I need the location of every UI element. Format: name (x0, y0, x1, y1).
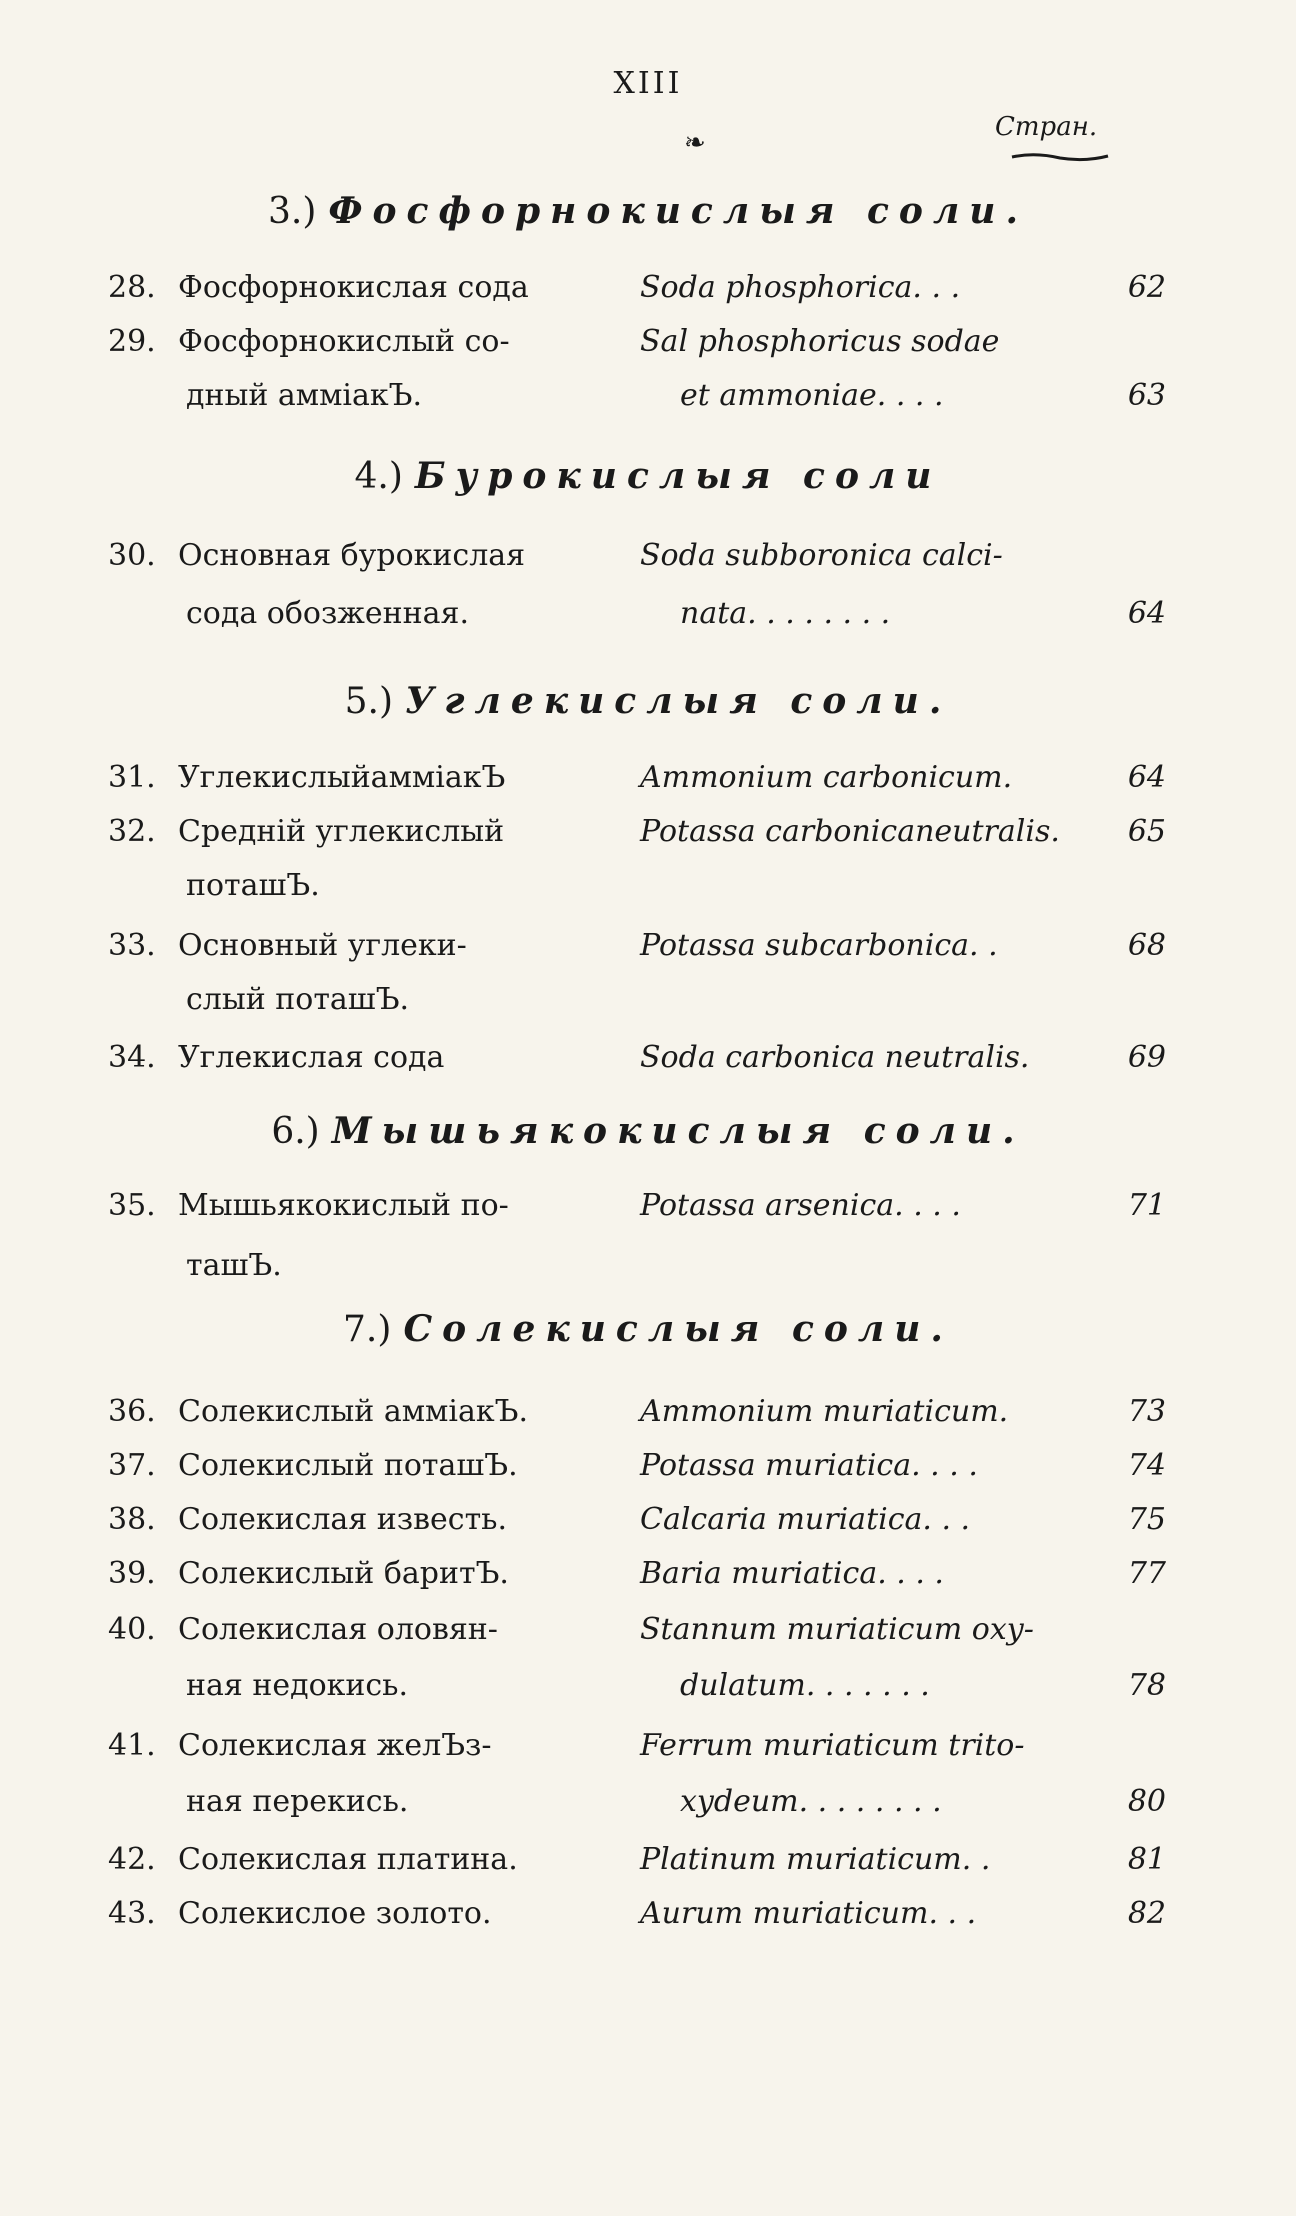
entry-russian-cont: слый поташЪ. (186, 982, 410, 1017)
entry-row (0, 1180, 1296, 1232)
entry-page: 73 (1127, 1394, 1166, 1429)
entry-row-continued (0, 974, 1296, 1026)
section-title: Фосфорнокислыя соли. (328, 190, 1028, 232)
entry-latin: Sal phosphoricus sodae (640, 324, 1000, 359)
entry-page: 64 (1127, 760, 1166, 795)
section-number: 5.) (344, 681, 394, 722)
entry-latin: Calcaria muriatica. . . (640, 1502, 971, 1537)
entry-number: 28. (108, 270, 156, 305)
column-heading: Стран. (995, 112, 1098, 142)
heading-flourish-icon (1010, 152, 1110, 162)
page-number: XIII (613, 66, 683, 101)
entry-page: 62 (1127, 270, 1166, 305)
section-heading (0, 190, 1296, 232)
entry-latin: Stannum muriaticum oxy- (640, 1612, 1034, 1647)
entry-number: 30. (108, 538, 156, 573)
entry-latin: Ammonium muriaticum. (640, 1394, 1009, 1429)
section-heading (0, 455, 1296, 497)
entry-russian: Солекислое золото. (178, 1896, 492, 1931)
section-title: Мышьякокислыя соли. (331, 1110, 1025, 1152)
entry-row-continued (0, 860, 1296, 912)
entry-number: 36. (108, 1394, 156, 1429)
entry-page: 81 (1127, 1842, 1166, 1877)
entry-russian: УглекислыйамміакЪ (178, 760, 506, 795)
entry-latin: Potassa muriatica. . . . (640, 1448, 978, 1483)
entry-row (0, 806, 1296, 858)
entry-number: 41. (108, 1728, 156, 1763)
entry-russian: Солекислый баритЪ. (178, 1556, 509, 1591)
entry-row (0, 1888, 1296, 1940)
entry-row-continued (0, 588, 1296, 640)
entry-row (0, 262, 1296, 314)
section-title: Углекислыя соли. (405, 680, 952, 722)
entry-latin: Soda subboronica calci- (640, 538, 1003, 573)
entry-latin-cont: et ammoniae. . . . (680, 378, 944, 413)
entry-russian-cont: ная перекись. (186, 1784, 409, 1819)
entry-row-continued (0, 1660, 1296, 1712)
entry-row (0, 1834, 1296, 1886)
entry-number: 38. (108, 1502, 156, 1537)
entry-page: 80 (1127, 1784, 1166, 1819)
entry-row (0, 752, 1296, 804)
section-heading (0, 1110, 1296, 1152)
entry-page: 64 (1127, 596, 1166, 631)
entry-row (0, 1720, 1296, 1772)
entry-russian-cont: дный амміакЪ. (186, 378, 423, 413)
entry-row (0, 1386, 1296, 1438)
entry-russian: Солекислая известь. (178, 1502, 508, 1537)
entry-number: 39. (108, 1556, 156, 1591)
entry-row-continued (0, 1240, 1296, 1292)
entry-row (0, 316, 1296, 368)
section-number: 6.) (271, 1111, 320, 1152)
entry-row (0, 1494, 1296, 1546)
entry-row (0, 1032, 1296, 1084)
section-number: 7.) (343, 1309, 392, 1350)
entry-number: 42. (108, 1842, 156, 1877)
entry-latin-cont: xydeum. . . . . . . . (680, 1784, 942, 1819)
section-heading (0, 680, 1296, 722)
entry-page: 65 (1127, 814, 1166, 849)
entry-row-continued (0, 1776, 1296, 1828)
entry-latin-cont: dulatum. . . . . . . (680, 1668, 930, 1703)
entry-russian-cont: ная недокись. (186, 1668, 409, 1703)
entry-russian: Основный углеки- (178, 928, 467, 963)
entry-latin: Potassa carbonicaneutralis. (640, 814, 1060, 849)
entry-russian: Средній углекислый (178, 814, 505, 849)
entry-latin: Aurum muriaticum. . . (640, 1896, 977, 1931)
entry-row (0, 920, 1296, 972)
entry-latin: Platinum muriaticum. . (640, 1842, 991, 1877)
section-number: 3.) (267, 191, 317, 232)
entry-russian: Фосфорнокислый со- (178, 324, 510, 359)
entry-page: 75 (1127, 1502, 1166, 1537)
entry-page: 77 (1127, 1556, 1166, 1591)
entry-number: 34. (108, 1040, 156, 1075)
section-title: Солекислыя соли. (403, 1308, 953, 1350)
entry-russian-cont: сода обозженная. (186, 596, 469, 631)
entry-russian: Солекислая платина. (178, 1842, 518, 1877)
entry-latin: Soda carbonica neutralis. (640, 1040, 1030, 1075)
section-number: 4.) (354, 456, 403, 497)
entry-latin: Ammonium carbonicum. (640, 760, 1013, 795)
entry-page: 74 (1127, 1448, 1166, 1483)
entry-number: 29. (108, 324, 156, 359)
entry-row (0, 530, 1296, 582)
entry-russian-cont: поташЪ. (186, 868, 320, 903)
entry-russian: Мышьякокислый по- (178, 1188, 509, 1223)
entry-page: 71 (1127, 1188, 1166, 1223)
entry-page: 78 (1127, 1668, 1166, 1703)
entry-page: 63 (1127, 378, 1166, 413)
entry-russian: Солекислая желЪз- (178, 1728, 492, 1763)
entry-number: 32. (108, 814, 156, 849)
entry-latin: Ferrum muriaticum trito- (640, 1728, 1025, 1763)
entry-russian-cont: ташЪ. (186, 1248, 282, 1283)
entry-number: 33. (108, 928, 156, 963)
entry-russian: Солекислый поташЪ. (178, 1448, 518, 1483)
entry-row (0, 1548, 1296, 1600)
entry-number: 40. (108, 1612, 156, 1647)
entry-russian: Солекислый амміакЪ. (178, 1394, 528, 1429)
entry-russian: Углекислая сода (178, 1040, 445, 1075)
section-title: Бурокислыя соли (414, 455, 942, 497)
entry-latin: Baria muriatica. . . . (640, 1556, 944, 1591)
entry-latin: Potassa arsenica. . . . (640, 1188, 961, 1223)
entry-page: 82 (1127, 1896, 1166, 1931)
entry-page: 69 (1127, 1040, 1166, 1075)
entry-number: 43. (108, 1896, 156, 1931)
entry-russian: Фосфорнокислая сода (178, 270, 529, 305)
entry-number: 31. (108, 760, 156, 795)
entry-latin: Soda phosphorica. . . (640, 270, 961, 305)
entry-latin-cont: nata. . . . . . . . (680, 596, 891, 631)
entry-row-continued (0, 370, 1296, 422)
entry-row (0, 1440, 1296, 1492)
section-heading (0, 1308, 1296, 1350)
ornament-icon: ❧ (684, 128, 706, 158)
entry-row (0, 1604, 1296, 1656)
entry-number: 37. (108, 1448, 156, 1483)
entry-russian: Основная бурокислая (178, 538, 526, 573)
entry-russian: Солекислая оловян- (178, 1612, 498, 1647)
entry-page: 68 (1127, 928, 1166, 963)
entry-number: 35. (108, 1188, 156, 1223)
entry-latin: Potassa subcarbonica. . (640, 928, 998, 963)
